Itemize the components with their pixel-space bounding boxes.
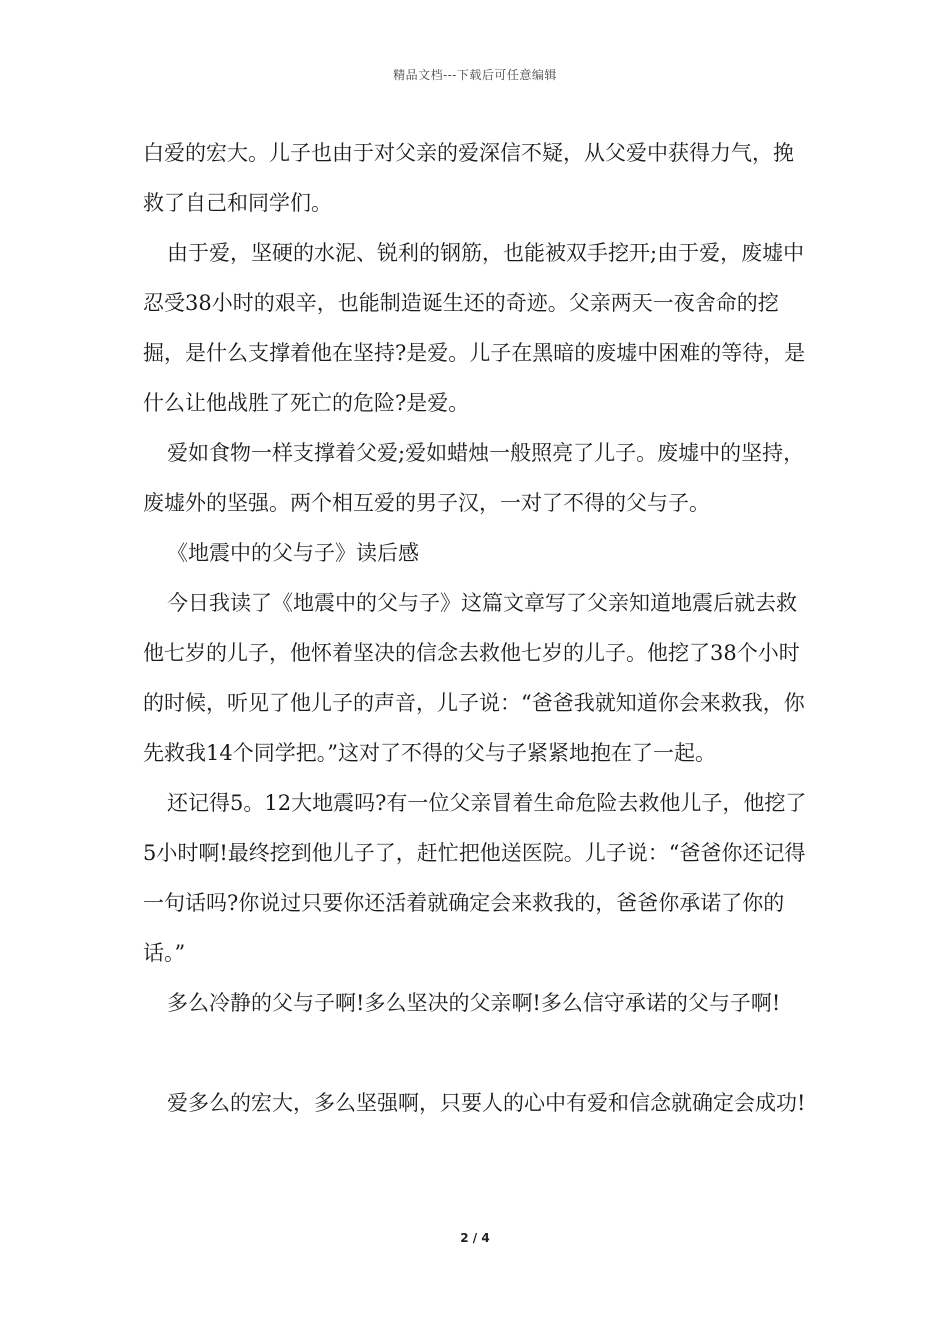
- paragraph: 今日我读了《地震中的父与子》这篇文章写了父亲知道地震后就去救他七岁的儿子，他怀着坚决的信念去救他七岁的儿子。他挖了38个小时的时候，听见了他儿子的声音，儿子说：“爸爸我就知道你会来救我，你先救我14个同学把。”这对了不得的父与子紧紧地抱在了一起。: [143, 591, 805, 765]
- paragraph: 多么冷静的父与子啊!多么坚决的父亲啊!多么信守承诺的父与子啊!: [167, 991, 781, 1015]
- section-heading: 《地震中的父与子》读后感: [167, 541, 419, 565]
- document-body: [143, 128, 808, 1128]
- page-header: 精品文档---下载后可任意编辑: [393, 68, 557, 82]
- paragraph: 由于爱，坚硬的水泥、锐利的钢筋，也能被双手挖开;由于爱，废墟中忍受38小时的艰辛，也能制造诞生还的奇迹。父亲两天一夜舍命的挖掘，是什么支撑着他在坚持?是爱。儿子在黑暗的废墟中困难的等待，是什么让他战胜了死亡的危险?是爱。: [143, 241, 806, 415]
- page-number: 2 / 4: [460, 1231, 490, 1245]
- paragraph: 还记得5。12大地震吗?有一位父亲冒着生命危险去救他儿子，他挖了5小时啊!最终挖到他儿子了，赶忙把他送医院。儿子说：“爸爸你还记得一句话吗?你说过只要你还活着就确定会来救我的，爸爸你承诺了你的话。”: [143, 791, 807, 965]
- paragraph: 爱如食物一样支撑着父爱;爱如蜡烛一般照亮了儿子。废墟中的坚持，废墟外的坚强。两个相互爱的男子汉，一对了不得的父与子。: [143, 441, 805, 515]
- blank-line: [143, 1028, 808, 1078]
- paragraph: 爱多么的宏大，多么坚强啊，只要人的心中有爱和信念就确定会成功!: [167, 1091, 806, 1115]
- paragraph: 白爱的宏大。儿子也由于对父亲的爱深信不疑，从父爱中获得力气，挽救了自己和同学们。: [143, 141, 794, 215]
